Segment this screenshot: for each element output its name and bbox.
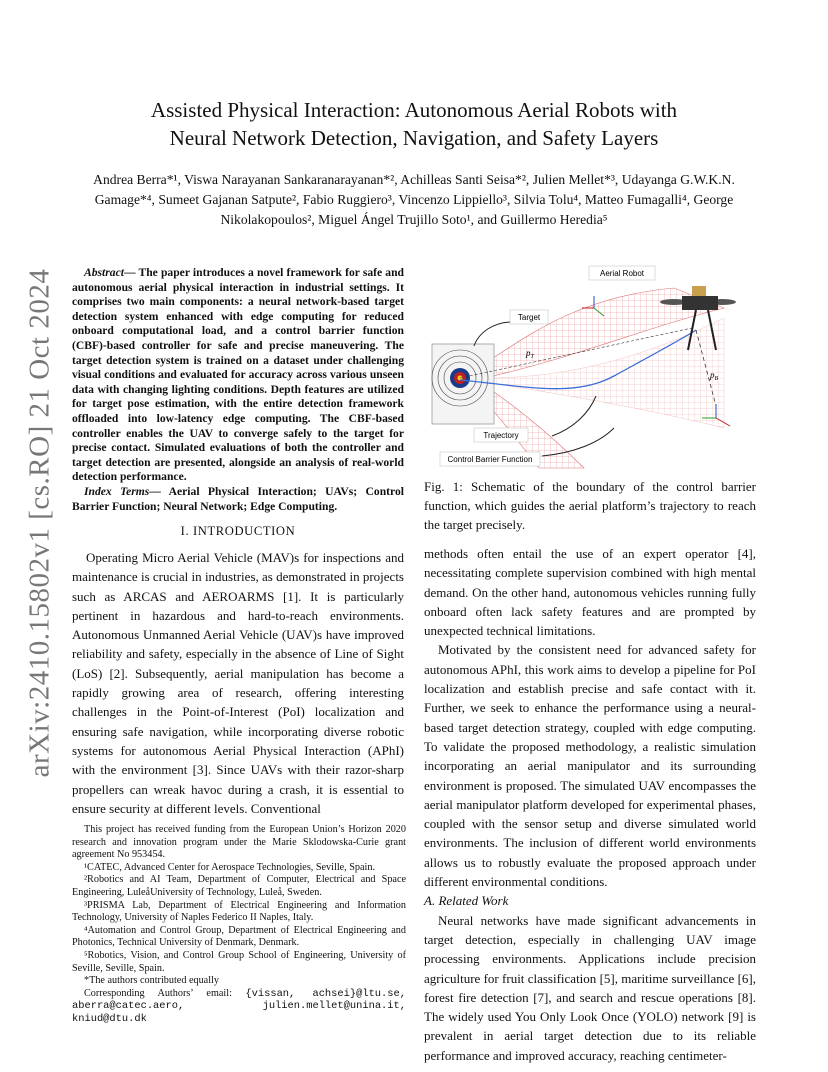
paper-title — [70, 96, 758, 152]
label-trajectory: Trajectory — [483, 431, 519, 440]
label-control-barrier-function: Control Barrier Function — [447, 455, 533, 464]
intro-paragraph-1: Operating Micro Aerial Vehicle (MAV)s for inspections and maintenance is crucial in industries, as demonstrated in projects such as ARCAS and AEROARMS [1]. It is particularly pertinent in hazardous and hard-to-reach environments. Autonomous Unmanned Aerial Vehicle (UAV)s have improved reliability and safety, especially in the absence of Line of Sight (LoS) [2]. Subsequently, aerial manipulation has become a rapidly growing area of research, offering interesting challenges in the Point-of-Interest (PoI) localization and ensuring safe navigation, while incorporating diverse robotic systems for autonomous Aerial Physical Interaction (APhI) with the environment [3]. Since UAVs with their razor-sharp propellers can wreak havoc during a crash, it is essential to ensure security at different levels. Conventional — [72, 550, 404, 816]
footnote-affil-4: ⁴Automation and Control Group, Department of Electrical Engineering and Photonics, Technical University of Denmark, Denmark. — [72, 924, 406, 949]
right-paragraph-3: Neural networks have made significant advancements in target detection, especially in challenging UAV image processing environments. Applications include precision agriculture for fruit classification [5], maritime surveillance [6], forest fire detection [7], and search and rescue operations [8]. The widely used You Only Look Once (YOLO) network [9] is prevalent in aerial target detection due to its reliable performance and improved accuracy, reaching centimeter- — [424, 912, 756, 1063]
target-board — [432, 344, 494, 424]
arrow-trajectory — [552, 396, 596, 436]
index-terms-label: Index Terms — [84, 484, 150, 498]
label-pB: $p_B$ — [710, 370, 719, 382]
figure-1 — [424, 258, 758, 470]
abstract — [72, 266, 404, 514]
title-line-1: Assisted Physical Interaction: Autonomous Aerial Robots with — [150, 98, 678, 122]
label-aerial-robot: Aerial Robot — [599, 269, 645, 278]
section-heading-intro: I. INTRODUCTION — [180, 524, 296, 538]
figure-1-diagram — [424, 258, 758, 470]
email-addresses: {vissan, achsei}@ltu.se, aberra@catec.aero, julien.mellet@unina.it, kniud@dtu.dk — [72, 987, 406, 1025]
footnote-affil-3: ³PRISMA Lab, Department of Electrical Engineering and Information Technology, University of Naples Federico II Naples, Italy. — [72, 899, 406, 924]
index-terms-text: — Aerial Physical Interaction; UAVs; Control Barrier Function; Neural Network; Edge Computing. — [72, 484, 404, 513]
abstract-label: Abstract — [84, 266, 124, 279]
label-target: Target — [517, 313, 541, 322]
footnote-affil-2: ²Robotics and AI Team, Department of Computer, Electrical and Space Engineering, LuleåUniversity of Technology, Luleå, Sweden. — [72, 874, 406, 898]
abstract-text: — The paper introduces a novel framework for safe and autonomous aerial physical interaction in industrial settings. It comprises two main components: a neural network-based target detection system enhanced with edge computing for reduced onboard computational load, and a control barrier function (CBF)-based controller for safe and precise maneuvering. The target detection system is trained on a dataset under challenging visual conditions and evaluated for accuracy across various unseen data with changing lighting conditions. Depth features are utilized for target pose estimation, with the entire detection framework offloaded into low-latency edge computing. The CBF-based controller enables the UAV to converge safely to the target for precise contact. Simulated evaluations of both the controller and target detection are presented, alongside an analysis of real-world detection performance. — [72, 266, 404, 484]
label-pT: $p_T$ — [526, 348, 534, 360]
arrow-target — [474, 322, 512, 346]
footnote-affil-5: ⁵Robotics, Vision, and Control Group School of Engineering, University of Seville, Seville, Spain. — [72, 949, 406, 974]
right-paragraph-2: Motivated by the consistent need for advanced safety for autonomous APhI, this work aims to develop a pipeline for PoI localization and establish precise and safe contact with it. Further, we seek to enhance the performance using a neural-based target detection strategy, coupled with edge computing. To validate the proposed methodology, a realistic simulation incorporating an aerial manipulator and its surrounding environment is proposed. The simulated UAV encompasses the aerial manipulator platform developed for experimental phases, coupled with the sensor setup and diverse simulated world environments. The inclusion of different world environments allows us to robustly evaluate the proposed approach under different environmental conditions. — [424, 642, 756, 890]
intro-body — [72, 548, 404, 818]
subsection-heading-related-work: A. Related Work — [424, 893, 509, 909]
footnote-funding: This project has received funding from the European Union’s Horizon 2020 research and innovation program under the Marie Sklodowska-Curie grant agreement No 953454. — [72, 824, 406, 861]
footnote-affil-1: ¹CATEC, Advanced Center for Aerospace Technologies, Seville, Spain. — [84, 861, 376, 873]
footnotes — [72, 824, 406, 1026]
arxiv-stamp: arXiv:2410.15802v1 [cs.RO] 21 Oct 2024 — [23, 268, 56, 778]
footnote-emails: Corresponding Authors’ email: {vissan, achsei}@ltu.se, aberra@catec.aero, julien.mellet@unina.it, kniud@dtu.dk — [72, 987, 406, 1025]
figure-1-caption: Fig. 1: Schematic of the boundary of the control barrier function, which guides the aerial platform’s trajectory to reach the target precisely. — [424, 479, 756, 532]
footnote-equal: *The authors contributed equally — [84, 975, 219, 987]
title-line-2: Neural Network Detection, Navigation, and Safety Layers — [169, 126, 659, 150]
author-list: Andrea Berra*¹, Viswa Narayanan Sankaranarayanan*², Achilleas Santi Seisa*², Julien Mellet*³, Udayanga G.W.K.N. Gamage*⁴, Sumeet Gajanan Satpute², Fabio Ruggiero³, Vincenzo Lippiello³, Silvia Tolu⁴, Matteo Fumagalli⁴, George Nikolakopoulos², Miguel Ángel Trujillo Soto¹, and Guillermo Heredia⁵ — [93, 172, 735, 227]
right-paragraph-1: methods often entail the use of an expert operator [4], necessitating complete supervision combined with high mental demand. On the other hand, autonomous vehicles running fully onboard often lack safety features and are prompted by unexpected technical limitations. — [424, 546, 756, 639]
right-column-body — [424, 544, 756, 1065]
